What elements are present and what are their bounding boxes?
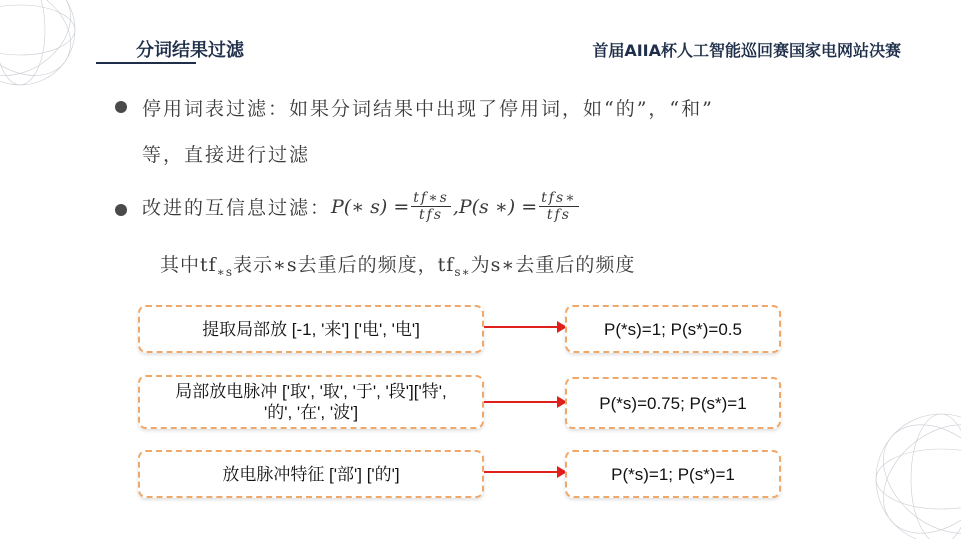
arrow-2 [484,401,558,403]
example-output-1: P(*s)=1; P(s*)=0.5 [565,305,781,353]
bullet-1-line-2: 等，直接进行过滤 [142,144,311,166]
formula-p2-numerator: tfs∗ [541,190,577,206]
arrow-3 [484,471,558,473]
frequency-explanation [160,250,635,279]
event-title: 首届AIIA杯人工智能巡回赛国家电网站决赛 [592,41,901,60]
explanation-sub-b: s∗ [454,264,471,279]
formula-p2-fraction [539,190,579,223]
bullet-dot-1 [115,101,127,113]
formula-p1-denominator: tfs [419,207,444,223]
decorative-mesh-bottom-right [861,399,961,539]
example-output-2: P(*s)=0.75; P(s*)=1 [565,377,781,429]
formula-separator: , [452,195,459,218]
formula-p1-fraction [411,190,451,223]
bullet-2-prefix: 改进的互信息过滤： [142,197,332,219]
explanation-part-c: 为s∗去重后的频度 [470,254,636,276]
explanation-sub-a: ∗s [216,264,233,279]
formula-p1-lhs: P(∗ s) = [331,195,410,218]
title-underline [96,62,196,64]
example-input-2-line-2: '的', '在', '波'] [263,403,359,422]
bullet-2 [142,190,581,223]
formula-p2-denominator: tfs [546,207,571,223]
example-input-1: 提取局部放 [-1, '来'] ['电', '电'] [138,305,484,353]
example-input-3: 放电脉冲特征 ['部'] ['的'] [138,450,484,498]
bullet-dot-2 [115,204,127,216]
formula-p1-numerator: tf∗s [413,190,449,206]
section-title: 分词结果过滤 [136,40,244,61]
example-input-2 [138,375,484,429]
example-input-2-line-1: 局部放电脉冲 ['取', '取', '于', '段']['特', [175,382,447,401]
explanation-part-a: 其中tf [160,254,217,276]
arrow-1 [484,326,558,328]
bullet-1-line-1: 停用词表过滤：如果分词结果中出现了停用词，如“的”，“和” [142,98,714,120]
formula-p2-lhs: P(s ∗) = [458,195,538,218]
explanation-part-b: 表示∗s去重后的频度，tf [233,254,455,276]
example-output-3: P(*s)=1; P(s*)=1 [565,450,781,498]
decorative-mesh-top-left [0,0,80,90]
